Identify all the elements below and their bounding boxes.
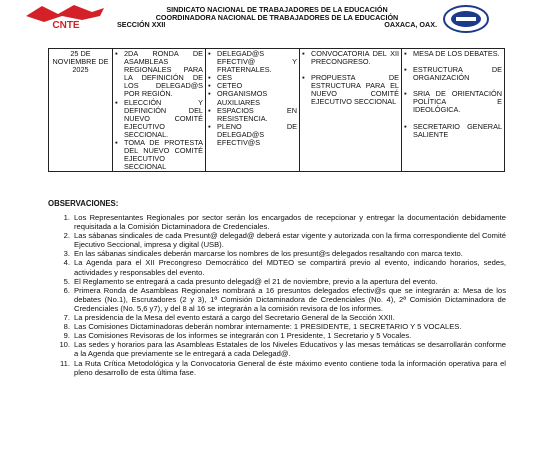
- list-item: 11. La Ruta Crítica Metodológica y la Convocatoria General de éste máximo evento contiene toda la información operativa para el pleno desarrollo de esta última fase.: [60, 358, 506, 377]
- svg-text:CNTE: CNTE: [52, 20, 80, 30]
- table-row: [49, 49, 505, 172]
- list-item: ▪ ORGANISMOS AUXILIARES: [208, 90, 297, 106]
- list-item: 7. La presidencia de la Mesa del evento estará a cargo del Secretario General de la Sección XXII.: [63, 313, 395, 323]
- list-item: 2. Las sábanas sindicales de cada Presunt@ delegad@ deberá estar vigente y autorizada con la firma correspondiente del Comité Ejecutivo Seccional, impresa y digital (USB).: [63, 231, 506, 250]
- list-item: 10. Las sedes y horarios para las Asambleas Estatales de los Niveles Educativos y las mesas temáticas se desarrollarán conforme a la Agenda que previamente se le entregará a cada Delegad@.: [59, 340, 506, 359]
- coordinadora-name: COORDINADORA NACIONAL DE TRABAJADORES DE LA EDUCACIÓN: [155, 12, 399, 22]
- location: OAXACA, OAX.: [384, 20, 437, 30]
- list-item: ▪ PLENO DE DELEGAD@S EFECTIV@S: [208, 123, 297, 147]
- list-item: ▪ ELECCIÓN Y DEFINICIÓN DEL NUEVO COMITÉ EJECUTIVO SECCIONAL.: [115, 99, 203, 139]
- list-item: ▪ SRIA DE ORIENTACIÓN POLÍTICA E IDEOLÓGICA.: [404, 90, 502, 114]
- header-titles: [117, 6, 437, 29]
- list-item: ▪ SECRETARIO GENERAL SALIENTE: [404, 123, 502, 139]
- seccion-xxii-logo: [442, 4, 490, 34]
- list-item: 5. El Reglamento se entregará a cada presunto delegad@ el 21 de noviembre, previo a la apertura del evento.: [63, 276, 438, 286]
- date-cell: 25 DE NOVIEMBRE DE 2025: [49, 49, 113, 172]
- activities-cell: [113, 49, 206, 172]
- cnte-logo: [22, 2, 108, 30]
- document-header: [0, 0, 534, 44]
- list-item: ▪ CONVOCATORIA DEL XII PRECONGRESO.: [302, 50, 399, 66]
- list-item: 9. Las Comisiones Revisoras de los informes se integrarán con 1 Presidente, 1 Secretario y 5 Vocales.: [63, 331, 412, 341]
- documents-cell: [300, 49, 402, 172]
- list-item: 3. En las sábanas sindicales deberán marcarse los nombres de los presunt@s delegados resaltando con marca texto.: [63, 249, 463, 259]
- list-item: ▪ DELEGAD@S EFECTIV@ Y FRATERNALES.: [208, 50, 297, 74]
- participants-cell: [206, 49, 300, 172]
- list-item: ▪ ESPACIOS EN RESISTENCIA.: [208, 107, 297, 123]
- list-item: 6. Primera Ronda de Asambleas Regionales nombrará a 16 presuntos delegados efectiv@s que se integrarán a: Mesa de los debates (No.1), Escrutadores (2 y 3), 1ª Comisión Dictaminadora de Credenciales (No. 4), 2ª Comisión Dictaminadora de Credenciales (No. 5,6 y7), y del 8 al 16 se integrarán a la comisión revisora de los informes.: [63, 285, 506, 313]
- list-item: ▪ PROPUESTA DE ESTRUCTURA PARA EL NUEVO COMITÉ EJECUTIVO SECCIONAL: [302, 74, 399, 106]
- list-item: 8. Las Comisiones Dictaminadoras deberán nombrar internamente: 1 PRESIDENTE, 1 SECRETARIO Y 5 VOCALES.: [63, 322, 462, 332]
- list-item: ▪ 2DA RONDA DE ASAMBLEAS REGIONALES PARA LA DEFINICIÓN DE LOS DELEGAD@S POR REGIÓN.: [115, 50, 203, 99]
- list-item: ▪ CES: [208, 74, 297, 82]
- observations-list: [48, 213, 506, 377]
- section-name: SECCIÓN XXII: [117, 20, 166, 30]
- observations-title: OBSERVACIONES:: [48, 199, 119, 208]
- union-name: SINDICATO NACIONAL DE TRABAJADORES DE LA EDUCACIÓN: [166, 5, 388, 14]
- list-item: ▪ MESA DE LOS DEBATES.: [404, 50, 502, 58]
- list-item: 1. Los Representantes Regionales por sector serán los encargados de recepcionar y entregar la documentación debidamente requisitada a la Comisión Dictaminadora de Credenciales.: [63, 213, 506, 232]
- list-item: 4. La Agenda para el XII Precongreso Democrático del MDTEO se compartirá previo al evento, indicando horarios, sedes, actividades y responsables del evento.: [63, 258, 506, 277]
- list-item: ▪ CETEO: [208, 82, 297, 90]
- list-item: ▪ ESTRUCTURA DE ORGANIZACIÓN: [404, 66, 502, 82]
- agenda-table: [48, 48, 505, 172]
- responsible-cell: [402, 49, 505, 172]
- list-item: ▪ TOMA DE PROTESTA DEL NUEVO COMITÉ EJECUTIVO SECCIONAL: [115, 139, 203, 171]
